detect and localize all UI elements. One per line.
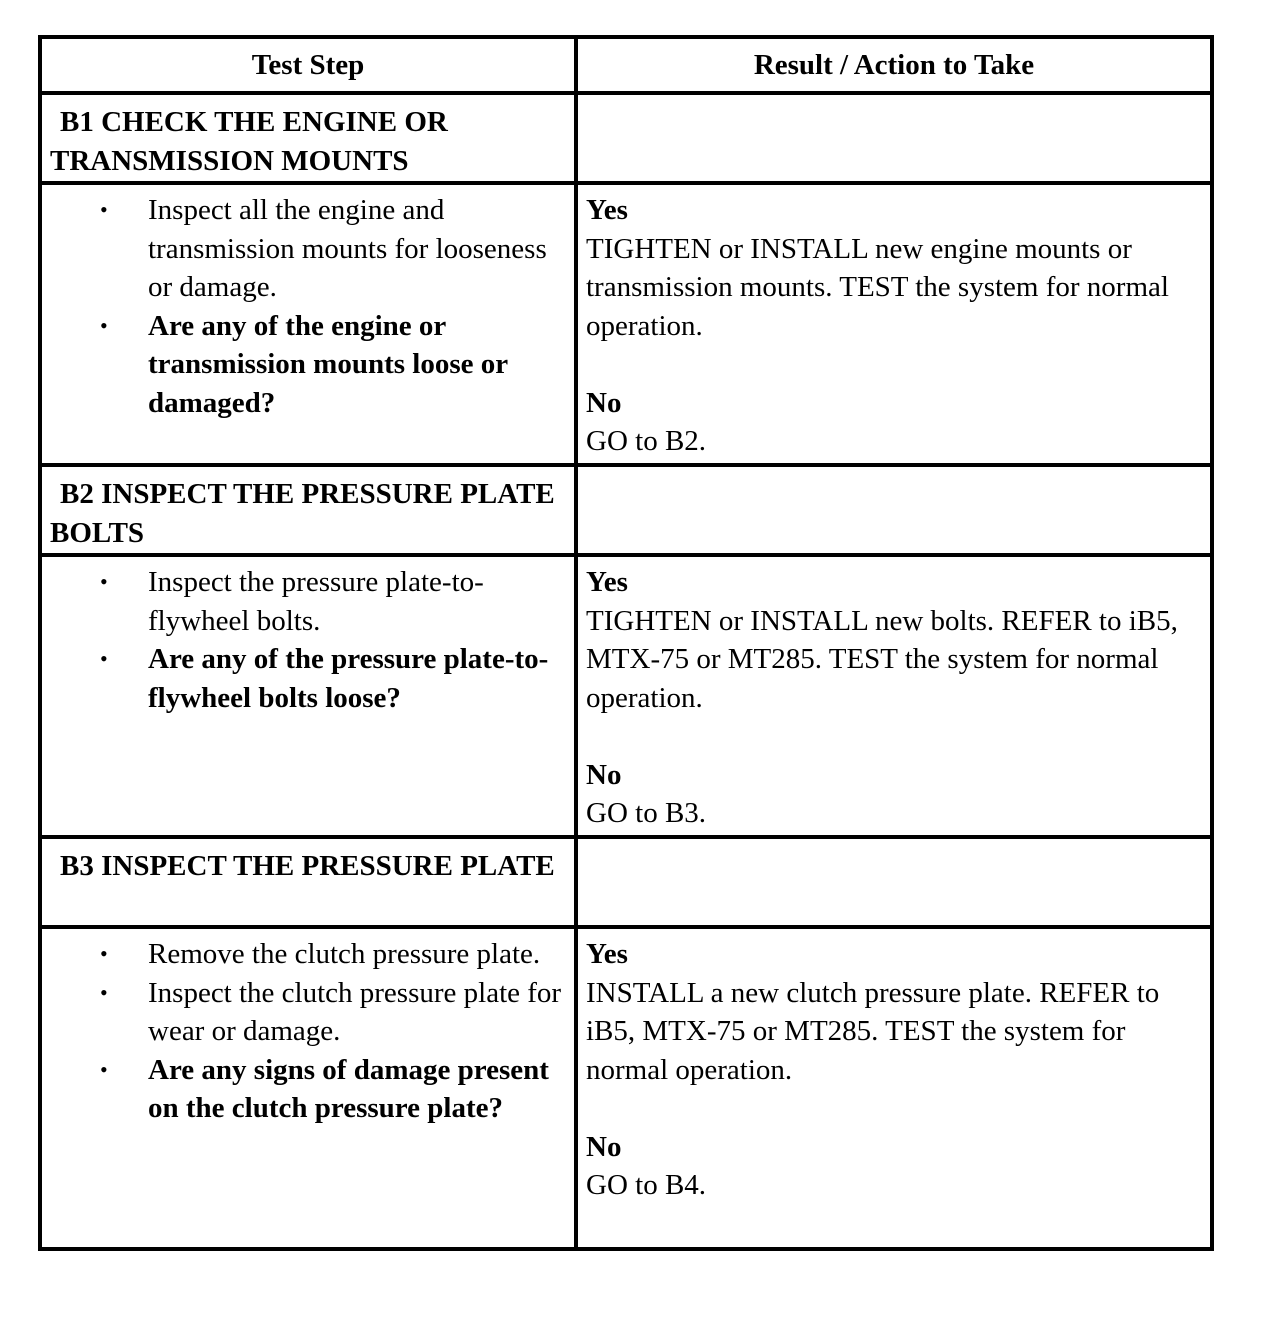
- section-row-b3: [40, 837, 1212, 927]
- test-step-text: Are any of the pressure plate-to-flywheel bolts loose?: [148, 643, 549, 714]
- section-title-cell: [40, 837, 576, 927]
- test-steps-list: [42, 929, 574, 1128]
- steps-row-b2: [40, 555, 1212, 837]
- test-step-item: [42, 191, 568, 307]
- test-step-item: [42, 563, 568, 640]
- result-block: [578, 929, 1210, 1205]
- section-title: B2 INSPECT THE PRESSURE PLATE BOLTS: [50, 478, 555, 549]
- header-test-step: Test Step: [40, 37, 576, 93]
- result-block: [578, 557, 1210, 833]
- steps-row-b3: [40, 927, 1212, 1249]
- test-steps-list: [42, 557, 574, 717]
- test-steps-cell: [40, 555, 576, 837]
- test-step-text: Inspect all the engine and transmission mounts for looseness or damage.: [148, 194, 547, 303]
- spacer: [586, 345, 1202, 384]
- bullet-icon: •: [100, 1056, 108, 1082]
- bullet-icon: •: [100, 979, 108, 1005]
- bullet-icon: •: [100, 941, 108, 966]
- no-action: GO to B4.: [586, 1169, 707, 1201]
- no-action: GO to B2.: [586, 425, 707, 457]
- result-cell: [576, 555, 1212, 837]
- test-step-text: Remove the clutch pressure plate.: [148, 938, 541, 970]
- no-label: No: [586, 386, 622, 419]
- section-row-b1: [40, 93, 1212, 183]
- result-cell: [576, 183, 1212, 465]
- test-step-text: Are any signs of damage present on the clutch pressure plate?: [148, 1053, 549, 1124]
- steps-row-b1: [40, 183, 1212, 465]
- bullet-icon: •: [100, 312, 108, 338]
- test-step-question: [42, 1051, 568, 1128]
- spacer: [586, 717, 1202, 756]
- bullet-icon: •: [100, 197, 108, 222]
- test-step-question: [42, 640, 568, 717]
- no-label: No: [586, 758, 622, 791]
- diagnostic-table: [38, 35, 1214, 1251]
- section-row-b2: [40, 465, 1212, 555]
- result-block: [578, 185, 1210, 461]
- bullet-icon: •: [100, 646, 108, 671]
- test-steps-cell: [40, 183, 576, 465]
- bullet-icon: •: [100, 569, 108, 594]
- no-action: GO to B3.: [586, 797, 707, 829]
- section-empty-cell: [576, 93, 1212, 183]
- section-title: B3 INSPECT THE PRESSURE PLATE: [60, 850, 555, 882]
- yes-action: INSTALL a new clutch pressure plate. REFER to iB5, MTX-75 or MT285. TEST the system for normal operation.: [586, 976, 1160, 1086]
- yes-action: TIGHTEN or INSTALL new engine mounts or transmission mounts. TEST the system for normal operation.: [586, 232, 1169, 342]
- test-step-item: [42, 974, 568, 1051]
- test-step-text: Are any of the engine or transmission mounts loose or damaged?: [148, 309, 508, 419]
- table-body: [40, 93, 1212, 1249]
- section-title-cell: [40, 465, 576, 555]
- spacer: [586, 1089, 1202, 1128]
- section-empty-cell: [576, 465, 1212, 555]
- test-steps-cell: [40, 927, 576, 1249]
- section-empty-cell: [576, 837, 1212, 927]
- header-result-action: Result / Action to Take: [576, 37, 1212, 93]
- test-step-text: Inspect the pressure plate-to-flywheel bolts.: [148, 566, 484, 637]
- test-step-item: [42, 935, 568, 974]
- yes-action: TIGHTEN or INSTALL new bolts. REFER to iB5, MTX-75 or MT285. TEST the system for normal operation.: [586, 604, 1178, 714]
- section-title: B1 CHECK THE ENGINE OR TRANSMISSION MOUNTS: [50, 106, 448, 177]
- test-step-question: [42, 307, 568, 423]
- result-cell: [576, 927, 1212, 1249]
- section-title-cell: [40, 93, 576, 183]
- test-step-text: Inspect the clutch pressure plate for wear or damage.: [148, 976, 562, 1047]
- yes-label: Yes: [586, 566, 628, 598]
- test-steps-list: [42, 185, 574, 422]
- header-row: [40, 37, 1212, 93]
- yes-label: Yes: [586, 194, 628, 226]
- no-label: No: [586, 1130, 622, 1163]
- yes-label: Yes: [586, 938, 628, 970]
